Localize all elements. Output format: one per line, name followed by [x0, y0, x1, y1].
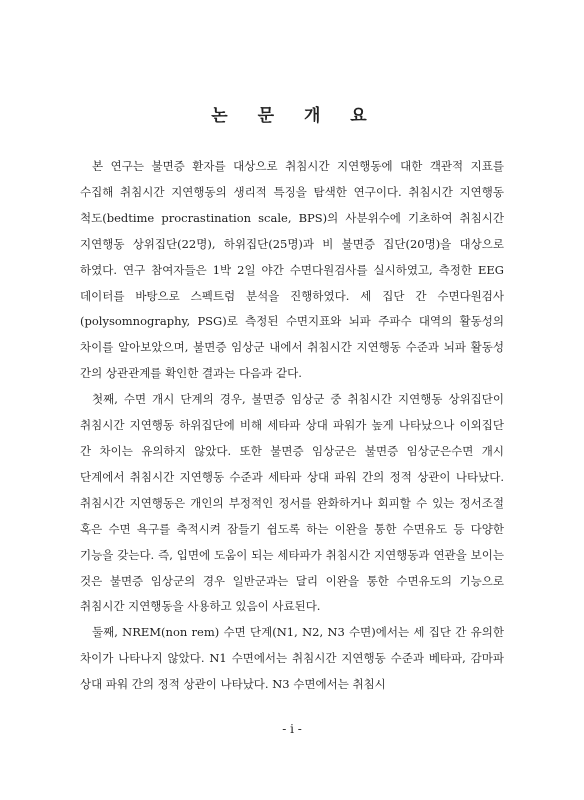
paragraph-2: 첫째, 수면 개시 단계의 경우, 불면증 임상군 중 취침시간 지연행동 상위집단이 취침시간 지연행동 하위집단에 비해 세타파 상대 파워가 높게 나타났으나 이외집단 간 차이는 유의하지 않았다. 또한 불면증 임상군은 불면증 임상군은수면 개시 단계에서 취침시간 지연행동 수준과 세타파 상대 파워 간의 정적 상관이 나타났다. 취침시간 지연행동은 개인의 부정적인 정서를 완화하거나 회피할 수 있는 정서조절 혹은 수면 욕구를 축적시켜 잠들기 쉽도록 하는 이완을 통한 수면유도 등 다양한 기능을 갖는다. 즉, 입면에 도움이 되는 세타파가 취침시간 지연행동과 연관을 보이는 것은 불면증 임상군의 경우 일반군과는 달리 이완을 통한 수면유도의 기능으로 취침시간 지연행동을 사용하고 있음이 사료된다.: [80, 392, 504, 614]
page-number: - i -: [282, 722, 302, 736]
paragraph-3: 둘째, NREM(non rem) 수면 단계(N1, N2, N3 수면)에서는 세 집단 간 유의한 차이가 나타나지 않았다. N1 수면에서는 취침시간 지연행동 수준과 베타파, 감마파 상대 파워 간의 정적 상관이 나타났다. N3 수면에서는 취침시: [80, 625, 504, 692]
abstract-body: [80, 154, 504, 698]
abstract-title: 논 문 개 요: [211, 106, 379, 126]
paragraph-1: 본 연구는 불면증 환자를 대상으로 취침시간 지연행동에 대한 객관적 지표를 수집해 취침시간 지연행동의 생리적 특징을 탐색한 연구이다. 취침시간 지연행동 척도(bedtime procrastination scale, BPS)의 사분위수에 기초하여 취침시간 지연행동 상위집단(22명), 하위집단(25명)과 비 불면증 집단(20명)을 대상으로 하였다. 연구 참여자들은 1박 2일 야간 수면다원검사를 실시하였고, 측정한 EEG 데이터를 바탕으로 스펙트럼 분석을 진행하였다. 세 집단 간 수면다원검사(polysomnography, PSG)로 측정된 수면지표와 뇌파 주파수 대역의 활동성의 차이를 알아보았으며, 불면증 임상군 내에서 취침시간 지연행동 수준과 뇌파 활동성 간의 상관관계를 확인한 결과는 다음과 같다.: [80, 159, 504, 381]
